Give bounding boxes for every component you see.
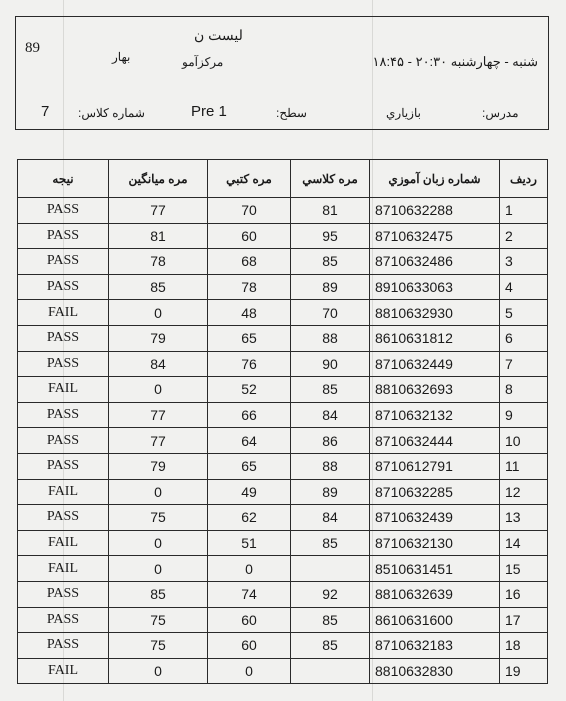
student-id-cell: 8710632486 [370, 249, 500, 275]
row-number-cell: 16 [500, 581, 548, 607]
document-title: لیست ن [194, 27, 243, 43]
written-score-cell: 65 [208, 453, 291, 479]
result-cell: PASS [18, 223, 109, 249]
teacher-name: بازياري [386, 106, 421, 120]
row-number-cell: 6 [500, 325, 548, 351]
row-number-cell: 10 [500, 428, 548, 454]
student-id-cell: 8610631600 [370, 607, 500, 633]
class-score-cell: 88 [291, 453, 370, 479]
row-number-cell: 11 [500, 453, 548, 479]
grades-table [17, 159, 548, 684]
written-score-cell: 76 [208, 351, 291, 377]
row-number-cell: 18 [500, 633, 548, 659]
row-number-cell: 8 [500, 377, 548, 403]
written-score-cell: 48 [208, 300, 291, 326]
table-row [18, 530, 548, 556]
result-cell: PASS [18, 607, 109, 633]
table-row [18, 658, 548, 684]
average-score-cell: 81 [109, 223, 208, 249]
row-number-cell: 17 [500, 607, 548, 633]
class-score-cell: 84 [291, 402, 370, 428]
class-no-value: 7 [41, 103, 50, 120]
table-row [18, 249, 548, 275]
result-cell: PASS [18, 274, 109, 300]
result-cell: PASS [18, 402, 109, 428]
average-score-cell: 85 [109, 274, 208, 300]
table-header-row [18, 160, 548, 198]
teacher-label: مدرس: [482, 106, 519, 120]
row-number-cell: 12 [500, 479, 548, 505]
class-score-cell: 88 [291, 325, 370, 351]
student-id-cell: 8710632130 [370, 530, 500, 556]
table-row [18, 274, 548, 300]
table-row [18, 198, 548, 224]
written-score-cell: 52 [208, 377, 291, 403]
written-score-cell: 64 [208, 428, 291, 454]
average-score-cell: 0 [109, 530, 208, 556]
col-header-row-no: رديف [500, 160, 548, 198]
student-id-cell: 8710632449 [370, 351, 500, 377]
written-score-cell: 74 [208, 581, 291, 607]
row-number-cell: 15 [500, 556, 548, 582]
row-number-cell: 5 [500, 300, 548, 326]
result-cell: FAIL [18, 658, 109, 684]
average-score-cell: 78 [109, 249, 208, 275]
student-id-cell: 8710632444 [370, 428, 500, 454]
written-score-cell: 60 [208, 633, 291, 659]
written-score-cell: 60 [208, 607, 291, 633]
written-score-cell: 78 [208, 274, 291, 300]
result-cell: PASS [18, 325, 109, 351]
average-score-cell: 84 [109, 351, 208, 377]
average-score-cell: 85 [109, 581, 208, 607]
table-row [18, 479, 548, 505]
row-number-cell: 2 [500, 223, 548, 249]
result-cell: FAIL [18, 479, 109, 505]
class-score-cell: 84 [291, 505, 370, 531]
student-id-cell: 8610631812 [370, 325, 500, 351]
class-score-cell [291, 556, 370, 582]
table-row [18, 556, 548, 582]
student-id-cell: 8710612791 [370, 453, 500, 479]
average-score-cell: 77 [109, 402, 208, 428]
average-score-cell: 77 [109, 198, 208, 224]
result-cell: PASS [18, 428, 109, 454]
table-row [18, 633, 548, 659]
class-score-cell: 86 [291, 428, 370, 454]
result-cell: PASS [18, 351, 109, 377]
table-row [18, 581, 548, 607]
average-score-cell: 0 [109, 556, 208, 582]
col-header-average: مره ميانگين [109, 160, 208, 198]
written-score-cell: 0 [208, 556, 291, 582]
written-score-cell: 68 [208, 249, 291, 275]
level-label: سطح: [276, 106, 307, 120]
class-score-cell: 81 [291, 198, 370, 224]
student-id-cell: 8810632693 [370, 377, 500, 403]
average-score-cell: 79 [109, 453, 208, 479]
class-score-cell: 85 [291, 377, 370, 403]
class-score-cell: 89 [291, 479, 370, 505]
written-score-cell: 62 [208, 505, 291, 531]
average-score-cell: 75 [109, 505, 208, 531]
header-box [15, 16, 549, 130]
written-score-cell: 65 [208, 325, 291, 351]
class-score-cell: 85 [291, 633, 370, 659]
result-cell: PASS [18, 633, 109, 659]
student-id-cell: 8710632285 [370, 479, 500, 505]
class-score-cell: 85 [291, 530, 370, 556]
student-id-cell: 8810632830 [370, 658, 500, 684]
average-score-cell: 75 [109, 633, 208, 659]
table-row [18, 300, 548, 326]
table-row [18, 377, 548, 403]
result-cell: PASS [18, 198, 109, 224]
col-header-written: مره كتبي [208, 160, 291, 198]
written-score-cell: 49 [208, 479, 291, 505]
result-cell: PASS [18, 581, 109, 607]
row-number-cell: 7 [500, 351, 548, 377]
col-header-result: نيجه [18, 160, 109, 198]
result-cell: PASS [18, 249, 109, 275]
class-score-cell: 89 [291, 274, 370, 300]
class-score-cell [291, 658, 370, 684]
class-score-cell: 70 [291, 300, 370, 326]
written-score-cell: 51 [208, 530, 291, 556]
written-score-cell: 60 [208, 223, 291, 249]
average-score-cell: 0 [109, 300, 208, 326]
student-id-cell: 8710632132 [370, 402, 500, 428]
result-cell: FAIL [18, 556, 109, 582]
table-row [18, 223, 548, 249]
average-score-cell: 79 [109, 325, 208, 351]
written-score-cell: 66 [208, 402, 291, 428]
student-id-cell: 8910633063 [370, 274, 500, 300]
table-row [18, 325, 548, 351]
result-cell: FAIL [18, 530, 109, 556]
class-no-label: شماره كلاس: [78, 106, 145, 120]
row-number-cell: 4 [500, 274, 548, 300]
level-value: Pre 1 [191, 103, 227, 120]
student-id-cell: 8710632288 [370, 198, 500, 224]
student-id-cell: 8510631451 [370, 556, 500, 582]
class-score-cell: 92 [291, 581, 370, 607]
class-score-cell: 85 [291, 607, 370, 633]
table-row [18, 453, 548, 479]
student-id-cell: 8710632439 [370, 505, 500, 531]
result-cell: PASS [18, 453, 109, 479]
average-score-cell: 77 [109, 428, 208, 454]
center-label: مرکزآمو [182, 55, 224, 69]
class-score-cell: 90 [291, 351, 370, 377]
written-score-cell: 0 [208, 658, 291, 684]
class-score-cell: 95 [291, 223, 370, 249]
row-number-cell: 19 [500, 658, 548, 684]
col-header-student-id: شماره زبان آموزي [370, 160, 500, 198]
student-id-cell: 8810632930 [370, 300, 500, 326]
average-score-cell: 75 [109, 607, 208, 633]
result-cell: FAIL [18, 300, 109, 326]
row-number-cell: 14 [500, 530, 548, 556]
table-row [18, 402, 548, 428]
row-number-cell: 3 [500, 249, 548, 275]
class-score-cell: 85 [291, 249, 370, 275]
student-id-cell: 8810632639 [370, 581, 500, 607]
schedule-text: شنبه - چهارشنبه ۲۰:۳۰ - ۱۸:۴۵ [372, 54, 538, 69]
student-id-cell: 8710632475 [370, 223, 500, 249]
result-cell: PASS [18, 505, 109, 531]
row-number-cell: 9 [500, 402, 548, 428]
student-id-cell: 8710632183 [370, 633, 500, 659]
row-number-cell: 1 [500, 198, 548, 224]
written-score-cell: 70 [208, 198, 291, 224]
table-row [18, 607, 548, 633]
table-row [18, 505, 548, 531]
average-score-cell: 0 [109, 479, 208, 505]
term-code: 89 [25, 40, 40, 56]
table-row [18, 351, 548, 377]
average-score-cell: 0 [109, 658, 208, 684]
row-number-cell: 13 [500, 505, 548, 531]
col-header-class: مره كلاسي [291, 160, 370, 198]
average-score-cell: 0 [109, 377, 208, 403]
term-label: بهار [112, 50, 131, 64]
result-cell: FAIL [18, 377, 109, 403]
table-row [18, 428, 548, 454]
